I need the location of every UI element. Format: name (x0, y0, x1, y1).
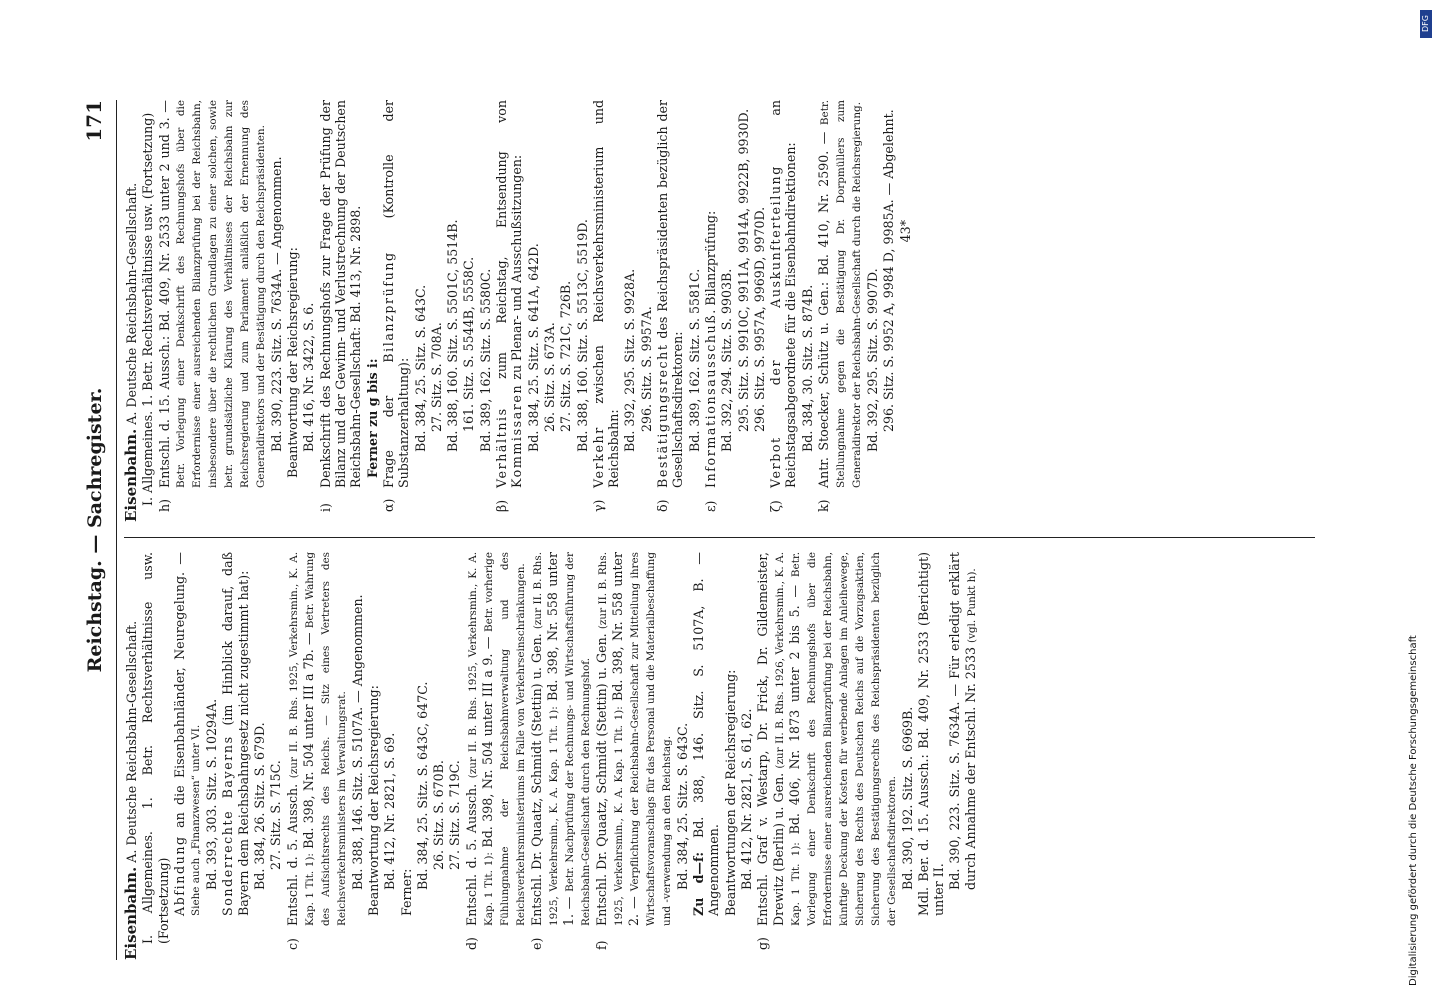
entry-text: Entschl. d. 15. Aussch.: Bd. 409, Nr. 2533 unter 2 und 3. — Betr. Vorlegung einer Denkschrift des Rechnungshofs über die Erfordernisse einer ausreichenden Bilanzprüfung bei der Reichsbahn, insbesondere über die rechtlichen Grundlagen zu einer solchen, sowie betr. grundsätzliche Klärung des Verhältnisses der Reichsbahn zur Reichsregierung und zum Parlament anläßlich der Ernennung des Generaldirektors und der Bestätigung durch den Reichspräsidenten. (156, 100, 267, 488)
entry-text: Bd. 392, 295. Sitz. S. 9928A. (622, 268, 638, 452)
entry-label: c) (284, 938, 300, 950)
register-entry (429, 100, 444, 522)
entry-text: Bd. 389, 162. Sitz. S. 5580C. (477, 268, 493, 452)
register-entry (622, 100, 637, 522)
entry-text: Eisenbahn. A. Deutsche Reichsbahn-Gesellschaft. (122, 620, 140, 960)
register-entry (220, 552, 251, 960)
entry-label: d) (463, 937, 479, 950)
register-entry (687, 100, 702, 522)
register-entry (399, 552, 414, 960)
entry-text: 296. Sitz. S. 9957A. (638, 306, 654, 432)
dfg-logo: DFG (1420, 10, 1432, 38)
entry-text: Ferner: (398, 868, 414, 916)
entry-text: 26. Sitz. S. 673A. (541, 322, 557, 432)
entry-label: g) (755, 937, 771, 950)
page-number: 171 (82, 100, 106, 142)
register-entry (365, 100, 380, 522)
entry-text: Bd. 412, Nr. 2821, S. 69. (382, 732, 398, 890)
register-entry (594, 552, 674, 960)
register-entry (252, 552, 267, 960)
register-entry (558, 100, 573, 522)
register-entry (655, 100, 686, 522)
entry-label: β) (494, 499, 510, 512)
register-entry (675, 552, 690, 960)
entry-label: k) (815, 499, 831, 512)
entry-text: Abfindung an die Eisenbahnländer, Neuregelung. — Siehe auch „Finanzwesen“ unter VI. (171, 552, 203, 916)
entry-text: Frage der Bilanzprüfung (Kontrolle der Substanzerhaltung): (380, 99, 412, 488)
register-entry (140, 552, 171, 960)
entry-text: Verhältnis zum Reichstag, Entsendung von Kommissaren zu Plenar- und Ausschußsitzungen: (494, 100, 525, 488)
entry-text: Eisenbahn. A. Deutsche Reichsbahn-Gesellschaft. (122, 182, 140, 522)
entry-text: Bd. 392, 294. Sitz. S. 9903B. (719, 268, 735, 452)
entry-text: Bd. 384, 25. Sitz. S. 641A, 642D. (525, 243, 541, 452)
entry-text: Bd. 384, 26. Sitz. S. 679D. (252, 722, 268, 890)
register-entry (318, 100, 364, 522)
section-heading (124, 100, 139, 522)
register-entry (881, 100, 896, 522)
register-entry (269, 100, 284, 522)
register-entry (816, 100, 864, 522)
register-entry (691, 552, 722, 960)
register-entry (413, 100, 428, 522)
register-entry (575, 100, 590, 522)
entry-text: Denkschrift des Rechnungshofs zur Frage der Prüfung der Bilanz und der Gewinn- und Verlustrechnung der Deutschen Reichsbahn-Gesellschaft: Bd. 413, Nr. 2898. (317, 100, 364, 488)
register-entry (800, 100, 815, 522)
entry-text: Bd. 388, 146. Sitz. S. 5107A. — Angenommen. (349, 594, 365, 890)
entry-text: Bd. 384, 25. Sitz. S. 643C. (412, 284, 428, 452)
register-entry (447, 552, 462, 960)
entry-text: Bd. 390, 223. Sitz. S. 7634A. — Angenommen. (268, 156, 284, 452)
entry-text: Bd. 388, 160. Sitz. S. 5501C, 5514B. (445, 219, 461, 452)
register-entry (268, 552, 283, 960)
entry-text: Bestätigungsrecht des Reichspräsidenten bezüglich der Gesellschaftsdirektoren: (655, 100, 686, 488)
entry-text: Bd. 416, Nr. 3422, S. 6. (301, 302, 317, 452)
entry-text: 27. Sitz. S. 708A. (428, 322, 444, 432)
register-entry (285, 100, 300, 522)
register-entry (768, 100, 799, 522)
entry-label: ζ) (768, 500, 784, 512)
section-heading (124, 552, 139, 960)
register-entry (752, 100, 767, 522)
register-entry (140, 100, 155, 522)
entry-text: 296. Sitz. S. 9957A, 9969D, 9970D. (751, 206, 767, 432)
entry-text: Entschl. Dr. Quaatz, Schmidt (Stettin) u. Gen. (zur II. B. Rhs. 1925, Verkehrsmin., K. A. Kap. 1 Tit. 1): Bd. 398, Nr. 558 unter 2. — Verpflichtung der Reichsbahn-Gesellschaft zur Mitteilung ihres Wirtschaftsvoranschlags für das Personal und die Materialbeschaffung und -verwendung an den Reichstag. (593, 551, 673, 926)
entry-text: Sonderrechte Bayerns (im Hinblick darauf, daß Bayern dem Reichsbahngesetz nicht zugestimmt hat): (220, 552, 251, 916)
entry-text: Verkehr zwischen Reichsverkehrsministerium und Reichsbahn: (590, 100, 622, 488)
entry-text: I. Allgemeines. 1. Betr. Rechtsverhältnisse usw. (Fortsetzung) (140, 112, 156, 506)
register-entry (736, 100, 751, 522)
register-entry (461, 100, 476, 522)
entry-text: Bd. 384, 30. Sitz. S. 874B. (799, 284, 815, 452)
register-entry (301, 100, 316, 522)
right-column (124, 100, 1327, 522)
register-entry (639, 100, 654, 522)
entry-text: Zu d—f: Bd. 388, 146. Sitz. S. 5107A, B. — Angenommen. (691, 552, 722, 916)
running-header (80, 100, 117, 960)
entry-text: 161. Sitz. S. 5544B, 5558C. (461, 256, 477, 432)
column-divider (124, 537, 1315, 538)
entry-text: Verbot der Auskunfterteilung an Reichstagsabgeordnete für die Eisenbahndirektionen: (768, 99, 799, 488)
register-entry (204, 552, 219, 960)
entry-text: Bd. 393, 303. Sitz. S. 10294A. (204, 698, 220, 890)
page-title: Reichstag. — Sachregister. (84, 387, 106, 673)
entry-text: Ferner zu g bis i: (364, 358, 380, 478)
entry-text: 43* (897, 220, 913, 243)
register-entry (382, 552, 397, 960)
entry-text: Antr. Stoecker, Schütz u. Gen.: Bd. 410, Nr. 2590. — Betr. Stellungnahme gegen die Bestätigung Dr. Dorpmüllers zum Generaldirektor der Reichsbahn-Gesellschaft durch die Reichsregierung. (815, 100, 863, 488)
register-entry (739, 552, 754, 960)
register-entry (494, 100, 525, 522)
entry-text: 27. Sitz. S. 715C. (268, 760, 284, 870)
register-entry (529, 552, 593, 960)
entry-text: Entschl. d. 5. Aussch. (zur II. B. Rhs. 1925, Verkehrsmin., K. A. Kap. 1 Tit. 1): Bd. 398, Nr. 504 unter III a 9. — Betr. vorherige Fühlungnahme der Reichsbahnverwaltung und des Reichsverkehrsministeriums im Falle von Verkehrseinschränkungen. (463, 551, 527, 926)
entry-text: 27. Sitz. S. 719C. (447, 760, 463, 870)
signature-mark (898, 100, 913, 522)
entry-text: Informationsausschuß. Bilanzprüfung: (702, 210, 718, 488)
left-column (124, 552, 1327, 960)
register-entry (415, 552, 430, 960)
register-entry (900, 552, 915, 960)
entry-text: Bd. 390, 192. Sitz. S. 6969B. (899, 706, 915, 890)
entry-text: Bd. 390, 223. Sitz. S. 7634A. — Für erledigt erklärt durch Annahme der Entschl. Nr. 2533 (vgl. Punkt h). (947, 552, 978, 890)
entry-label: α) (380, 498, 396, 512)
entry-text: Bd. 389, 162. Sitz. S. 5581C. (686, 268, 702, 452)
entry-text: Beantwortungen der Reichsregierung: (722, 669, 738, 916)
entry-label: f) (593, 940, 609, 950)
register-entry (916, 552, 947, 960)
register-entry (719, 100, 734, 522)
entry-text: Entschl. d. 5. Aussch. (zur II. B. Rhs. 1925, Verkehrsmin., K. A. Kap. 1 Tit. 1): Bd. 398, Nr. 504 unter III a 7b. — Betr. Wahrung des Aufsichtsrechts des Reichs. — Sitz eines Vertreters des Reichsverkehrsministers im Verwaltungsrat. (284, 551, 348, 926)
entry-text: Beantwortung der Reichsregierung: (365, 685, 381, 916)
register-entry (723, 552, 738, 960)
entry-text: 26. Sitz. S. 670B. (431, 760, 447, 870)
register-entry (464, 552, 528, 960)
entry-label: e) (528, 937, 544, 950)
entry-text: I. Allgemeines. 1. Betr. Rechtsverhältnisse usw. (Fortsetzung) (140, 552, 171, 944)
entry-text: Bd. 384, 25. Sitz. S. 643C. (674, 722, 690, 890)
register-entry (865, 100, 880, 522)
entry-text: Beantwortung der Reichsregierung: (285, 247, 301, 478)
register-entry (350, 552, 365, 960)
entry-text: Entschl. Graf v. Westarp, Dr. Frick, Dr. Gildemeister, Drewitz (Berlin) u. Gen. (zur II. B. Rhs. 1926, Verkehrsmin., K. A. Kap. 1 Tit. 1): Bd. 406, Nr. 1873 unter 2 bis 5. — Betr. Vorlegung einer Denkschrift des Rechnungshofs über die Erfordernisse einer ausreichenden Bilanzprüfung bei der Reichsbahn, künftige Deckung der Kosten für werbende Anlagen im Anleihewege, Sicherung des Rechts des Deutschen Reichs auf die Vorzugsaktien, Sicherung des Bestätigungsrechts des Reichspräsidenten bezüglich der Gesellschaftsdirektoren. (755, 552, 898, 926)
register-entry (591, 100, 622, 522)
entry-label: γ) (590, 499, 606, 512)
register-entry (366, 552, 381, 960)
entry-text: Mdl. Ber. d. 15. Aussch.: Bd. 409, Nr. 2533 (Berichtigt) unter II. (915, 552, 947, 916)
register-entry (947, 552, 978, 960)
register-entry (285, 552, 349, 960)
register-entry (478, 100, 493, 522)
register-entry (542, 100, 557, 522)
register-entry (381, 100, 412, 522)
entry-text: Entschl. Dr. Quaatz, Schmidt (Stettin) u. Gen. (zur II. B. Rhs. 1925, Verkehrsmin., K. A. Kap. 1 Tit. 1): Bd. 398, Nr. 558 unter 1. — Betr. Nachprüfung der Rechnungs- und Wirtschaftsführung der Reichsbahn-Gesellschaft durch den Rechnungshof. (528, 552, 592, 926)
entry-text: 295. Sitz. S. 9910C, 9911A, 9914A, 9922B, 9930D. (735, 108, 751, 432)
register-entry (431, 552, 446, 960)
digitization-credit: Digitalisierung gefördert durch die Deutsche Forschungsgemeinschaft (1408, 635, 1419, 986)
entry-text: 296. Sitz. S. 9952 A, 9984 D, 9985A. — Abgelehnt. (881, 109, 897, 432)
entry-text: Bd. 412, Nr. 2821, S. 61, 62. (738, 708, 754, 890)
entry-text: Bd. 388, 160. Sitz. S. 5513C, 5519D. (574, 219, 590, 452)
entry-text: Bd. 384, 25. Sitz. S. 643C, 647C. (414, 681, 430, 890)
register-entry (445, 100, 460, 522)
register-entry (172, 552, 203, 960)
entry-text: Bd. 392, 295. Sitz. S. 9907D. (864, 268, 880, 452)
register-entry (755, 552, 898, 960)
register-entry (157, 100, 268, 522)
entry-label: δ) (655, 499, 671, 512)
register-page (80, 100, 1345, 960)
register-entry (526, 100, 541, 522)
entry-label: i) (317, 503, 333, 512)
register-entry (703, 100, 718, 522)
entry-text: 27. Sitz. S. 721C, 726B. (558, 280, 574, 432)
entry-label: ε) (702, 500, 718, 512)
entry-label: h) (156, 498, 172, 512)
